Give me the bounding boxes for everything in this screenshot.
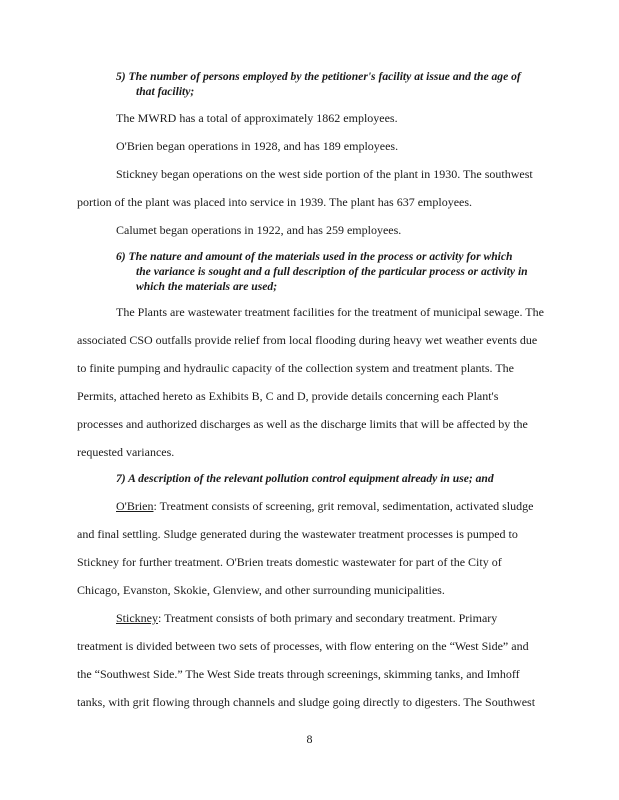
obrien-paragraph-line-4: Chicago, Evanston, Skokie, Glenview, and other surrounding municipalities.	[77, 583, 445, 597]
stickney-paragraph-line-3: the “Southwest Side.” The West Side treats through screenings, skimming tanks, and Imhoff	[77, 667, 520, 681]
obrien-label: O'Brien	[116, 499, 154, 513]
obrien-paragraph-line-2: and final settling. Sludge generated during the wastewater treatment processes is pumped to	[77, 527, 518, 541]
section-6-paragraph-line-6: requested variances.	[77, 445, 175, 459]
section-5-paragraph-3-line-1: Stickney began operations on the west side portion of the plant in 1930. The southwest	[116, 167, 533, 181]
section-6-heading-line-3: which the materials are used;	[136, 280, 278, 293]
section-7-heading: 7) A description of the relevant pollution control equipment already in use; and	[116, 472, 494, 485]
section-6-paragraph-line-3: to finite pumping and hydraulic capacity of the collection system and treatment plants. The	[77, 361, 514, 375]
page-number: 8	[306, 732, 313, 746]
section-5-paragraph-1: The MWRD has a total of approximately 1862 employees.	[116, 111, 398, 125]
section-6-paragraph-line-5: processes and authorized discharges as well as the discharge limits that will be affected by the	[77, 417, 528, 431]
section-6-paragraph-line-1: The Plants are wastewater treatment facilities for the treatment of municipal sewage. The	[116, 305, 544, 319]
section-5-paragraph-2: O'Brien began operations in 1928, and has 189 employees.	[116, 139, 399, 153]
stickney-line-1-text: : Treatment consists of both primary and secondary treatment. Primary	[158, 611, 498, 625]
stickney-paragraph-line-1	[116, 611, 497, 625]
section-6-heading-line-2: the variance is sought and a full description of the particular process or activity in	[136, 265, 528, 278]
section-6-heading-line-1: 6) The nature and amount of the materials used in the process or activity for which	[116, 250, 513, 263]
section-5-heading-line-2: that facility;	[136, 85, 195, 98]
obrien-paragraph-line-3: Stickney for further treatment. O'Brien treats domestic wastewater for part of the City of	[77, 555, 502, 569]
obrien-paragraph-line-1	[116, 499, 533, 513]
stickney-paragraph-line-2: treatment is divided between two sets of processes, with flow entering on the “West Side” and	[77, 639, 529, 653]
section-5-paragraph-3-line-2: portion of the plant was placed into service in 1939. The plant has 637 employees.	[77, 195, 473, 209]
stickney-paragraph-line-4: tanks, with grit flowing through channels and sludge going directly to digesters. The Southwest	[77, 695, 536, 709]
section-5-paragraph-4: Calumet began operations in 1922, and has 259 employees.	[116, 223, 402, 237]
section-5-heading-line-1: 5) The number of persons employed by the petitioner's facility at issue and the age of	[116, 70, 521, 83]
obrien-line-1-text: : Treatment consists of screening, grit removal, sedimentation, activated sludge	[153, 499, 534, 513]
section-6-paragraph-line-4: Permits, attached hereto as Exhibits B, C and D, provide details concerning each Plant's	[77, 389, 499, 403]
stickney-label: Stickney	[116, 611, 158, 625]
section-6-paragraph-line-2: associated CSO outfalls provide relief from local flooding during heavy wet weather events due	[77, 333, 538, 347]
